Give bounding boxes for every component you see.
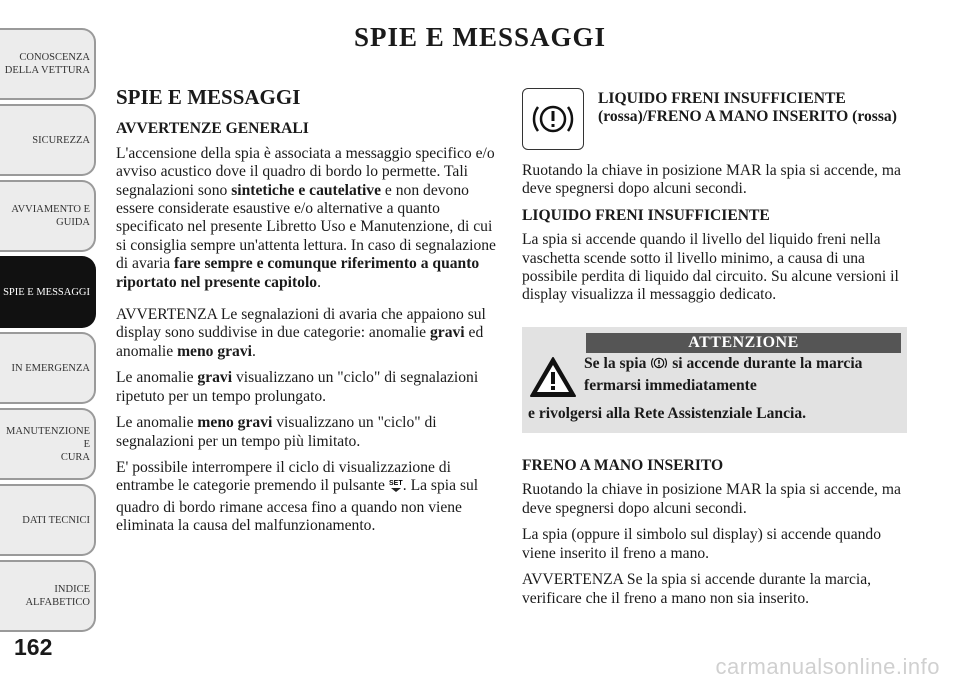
paragraph: Ruotando la chiave in posizione MAR la spia si accende, ma deve spegnersi dopo alcuni secondi. [522, 481, 901, 517]
warning-light-title: LIQUIDO FRENI INSUFFICIENTE (rossa)/FRENO A MANO INSERITO (rossa) [598, 90, 897, 125]
tab-conoscenza[interactable]: CONOSCENZA DELLA VETTURA [0, 28, 96, 100]
warning-title: ATTENZIONE [586, 333, 901, 353]
warning-triangle-icon [528, 355, 584, 404]
paragraph: L'accensione della spia è associata a messaggio specifico e/o avviso acustico dove il quadro di bordo lo permette. Tali segnalazioni sono sintetiche e cautelative e non devono essere considerate esaustive e/o alternative a quanto specificato nel presente Libretto Uso e Manutenzione, di cui si consiglia sempre un'attenta lettura. In caso di segnalazione di avaria fare sempre e comunque riferimento a quanto riportato nel presente capitolo. [116, 144, 496, 291]
paragraph: Le anomalie meno gravi visualizzano un "ciclo" di segnalazioni per un tempo più limitato. [116, 414, 437, 450]
tab-indice[interactable]: INDICE ALFABETICO [0, 560, 96, 632]
paragraph: AVVERTENZA Se la spia si accende durante la marcia, verificare che il freno a mano non sia inserito. [522, 571, 872, 607]
tab-emergenza[interactable]: IN EMERGENZA [0, 332, 96, 404]
left-column [116, 85, 499, 544]
paragraph: La spia si accende quando il livello del liquido freni nella vaschetta scende sotto il livello minimo, a causa di una possibile perdita di liquido dal circuito. Su alcune versioni il display visualizza il messaggio dedicato. [522, 231, 899, 304]
page-number: 162 [14, 634, 53, 660]
tab-dati-tecnici[interactable]: DATI TECNICI [0, 484, 96, 556]
tab-spie-messaggi[interactable]: SPIE E MESSAGGI [0, 256, 96, 328]
tab-sicurezza[interactable]: SICUREZZA [0, 104, 96, 176]
tab-avviamento[interactable]: AVVIAMENTO E GUIDA [0, 180, 96, 252]
brake-warning-icon [650, 355, 668, 376]
paragraph: E' possibile interrompere il ciclo di visualizzazione di entrambe le categorie premendo il pulsante SET . La spia sul quadro di bordo rimane accesa fino a quando non viene eliminata la causa del malfunzionamento. [116, 458, 479, 535]
page-title: SPIE E MESSAGGI [353, 22, 607, 52]
warning-box [522, 327, 907, 433]
warning-text-continued: e rivolgersi alla Rete Assistenziale Lancia. [528, 404, 807, 422]
set-button-icon [389, 477, 403, 498]
watermark: carmanualsonline.info [715, 654, 940, 679]
subsection-heading: AVVERTENZE GENERALI [116, 120, 309, 138]
brake-warning-icon [522, 88, 584, 150]
paragraph: Ruotando la chiave in posizione MAR la spia si accende, ma deve spegnersi dopo alcuni secondi. [522, 162, 901, 198]
warning-text: Se la spia si accende durante la marcia fermarsi immediatamente [584, 355, 863, 394]
right-column [522, 88, 907, 616]
subsection-heading: FRENO A MANO INSERITO [522, 457, 724, 475]
paragraph: Le anomalie gravi visualizzano un "ciclo" di segnalazioni ripetuto per un tempo prolungato. [116, 369, 479, 405]
paragraph: La spia (oppure il simbolo sul display) si accende quando viene inserito il freno a mano. [522, 526, 882, 562]
section-heading: SPIE E MESSAGGI [116, 85, 301, 109]
paragraph: AVVERTENZA Le segnalazioni di avaria che appaiono sul display sono suddivise in due categorie: anomalie gravi ed anomalie meno gravi. [116, 306, 486, 360]
svg-text:SET: SET [388, 480, 403, 488]
tab-manutenzione[interactable]: MANUTENZIONE E CURA [0, 408, 96, 480]
subsection-heading: LIQUIDO FRENI INSUFFICIENTE [522, 206, 770, 224]
